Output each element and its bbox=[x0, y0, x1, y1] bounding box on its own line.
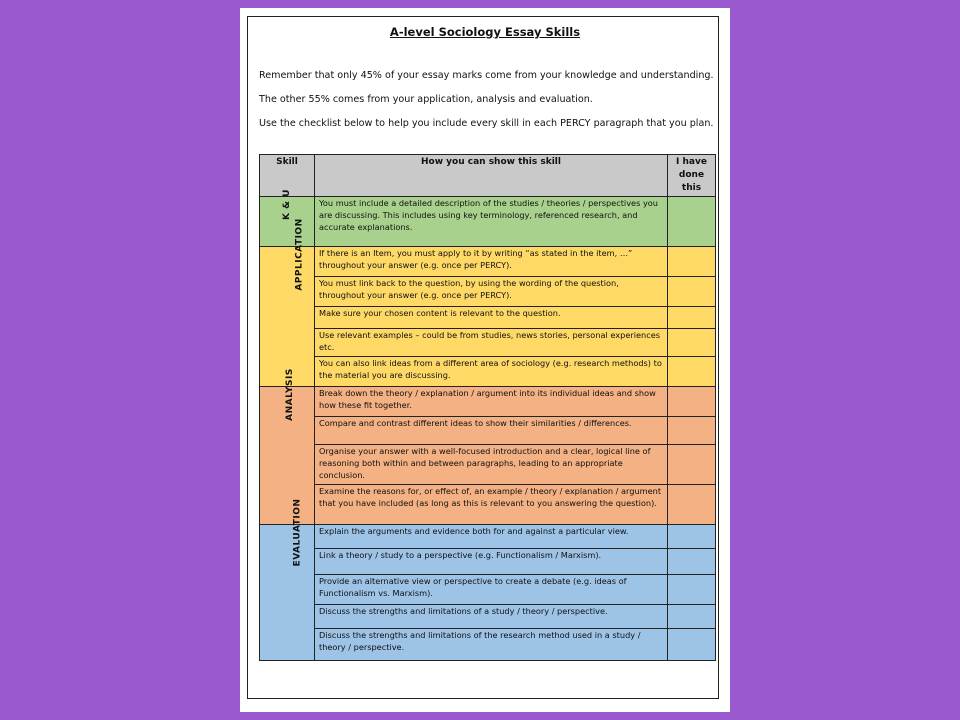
how-cell: Explain the arguments and evidence both for and against a particular view. bbox=[315, 525, 668, 549]
done-checkbox-cell[interactable] bbox=[668, 549, 716, 575]
how-cell: Discuss the strengths and limitations of a study / theory / perspective. bbox=[315, 605, 668, 629]
done-checkbox-cell[interactable] bbox=[668, 197, 716, 247]
how-cell: Provide an alternative view or perspective to create a debate (e.g. ideas of Functionalism vs. Marxism). bbox=[315, 575, 668, 605]
how-cell: Compare and contrast different ideas to show their similarities / differences. bbox=[315, 417, 668, 445]
done-checkbox-cell[interactable] bbox=[668, 605, 716, 629]
table-row bbox=[260, 549, 716, 575]
how-cell: Organise your answer with a well-focused introduction and a clear, logical line of reasoning both within and between paragraphs, leading to an appropriate conclusion. bbox=[315, 445, 668, 485]
how-cell: You can also link ideas from a different area of sociology (e.g. research methods) to the material you are discussing. bbox=[315, 357, 668, 387]
table-row bbox=[260, 525, 716, 549]
intro-line-3: Use the checklist below to help you include every skill in each PERCY paragraph that you plan. bbox=[259, 118, 714, 129]
done-checkbox-cell[interactable] bbox=[668, 629, 716, 661]
table-row bbox=[260, 485, 716, 525]
intro-line-2: The other 55% comes from your application, analysis and evaluation. bbox=[259, 94, 593, 105]
skill-cell-application bbox=[260, 218, 315, 387]
done-checkbox-cell[interactable] bbox=[668, 329, 716, 357]
table-row bbox=[260, 329, 716, 357]
done-checkbox-cell[interactable] bbox=[668, 387, 716, 417]
done-checkbox-cell[interactable] bbox=[668, 307, 716, 329]
table-row bbox=[260, 387, 716, 417]
done-checkbox-cell[interactable] bbox=[668, 417, 716, 445]
how-cell: Discuss the strengths and limitations of the research method used in a study / theory / perspective. bbox=[315, 629, 668, 661]
how-cell: Make sure your chosen content is relevant to the question. bbox=[315, 307, 668, 329]
done-checkbox-cell[interactable] bbox=[668, 445, 716, 485]
skill-label: EVALUATION bbox=[292, 498, 303, 567]
intro-line-1: Remember that only 45% of your essay marks come from your knowledge and understanding. bbox=[259, 70, 714, 81]
done-checkbox-cell[interactable] bbox=[668, 575, 716, 605]
header-skill: Skill bbox=[260, 155, 315, 197]
header-how: How you can show this skill bbox=[315, 155, 668, 197]
document-title: A-level Sociology Essay Skills bbox=[389, 25, 581, 39]
how-cell: You must link back to the question, by using the wording of the question, throughout your answer (e.g. once per PERCY). bbox=[315, 277, 668, 307]
done-checkbox-cell[interactable] bbox=[668, 277, 716, 307]
how-cell: Link a theory / study to a perspective (e.g. Functionalism / Marxism). bbox=[315, 549, 668, 575]
skills-checklist-table bbox=[259, 154, 716, 661]
done-checkbox-cell[interactable] bbox=[668, 247, 716, 277]
how-cell: You must include a detailed description of the studies / theories / perspectives you are discussing. This includes using key terminology, referenced research, and accurate explanations. bbox=[315, 197, 668, 247]
done-checkbox-cell[interactable] bbox=[668, 357, 716, 387]
skill-cell-analysis bbox=[260, 368, 315, 525]
how-cell: Use relevant examples – could be from studies, news stories, personal experiences etc. bbox=[315, 329, 668, 357]
table-row bbox=[260, 197, 716, 247]
skill-label: K & U bbox=[281, 189, 292, 221]
header-done: I have done this bbox=[668, 155, 716, 197]
skill-cell-evaluation bbox=[260, 498, 315, 661]
skill-label: ANALYSIS bbox=[284, 368, 295, 421]
table-row bbox=[260, 247, 716, 277]
table-row bbox=[260, 575, 716, 605]
done-checkbox-cell[interactable] bbox=[668, 525, 716, 549]
document-page bbox=[240, 8, 730, 712]
done-checkbox-cell[interactable] bbox=[668, 485, 716, 525]
table-row bbox=[260, 307, 716, 329]
table-row bbox=[260, 605, 716, 629]
skill-label: APPLICATION bbox=[294, 218, 305, 291]
table-row bbox=[260, 417, 716, 445]
table-row bbox=[260, 629, 716, 661]
table-row bbox=[260, 277, 716, 307]
table-header-row bbox=[260, 155, 716, 197]
table-row bbox=[260, 357, 716, 387]
table-row bbox=[260, 445, 716, 485]
how-cell: Break down the theory / explanation / argument into its individual ideas and show how these fit together. bbox=[315, 387, 668, 417]
how-cell: If there is an Item, you must apply to it by writing “as stated in the item, …” throughout your answer (e.g. once per PERCY). bbox=[315, 247, 668, 277]
how-cell: Examine the reasons for, or effect of, an example / theory / explanation / argument that you have included (as long as this is relevant to you answering the question). bbox=[315, 485, 668, 525]
